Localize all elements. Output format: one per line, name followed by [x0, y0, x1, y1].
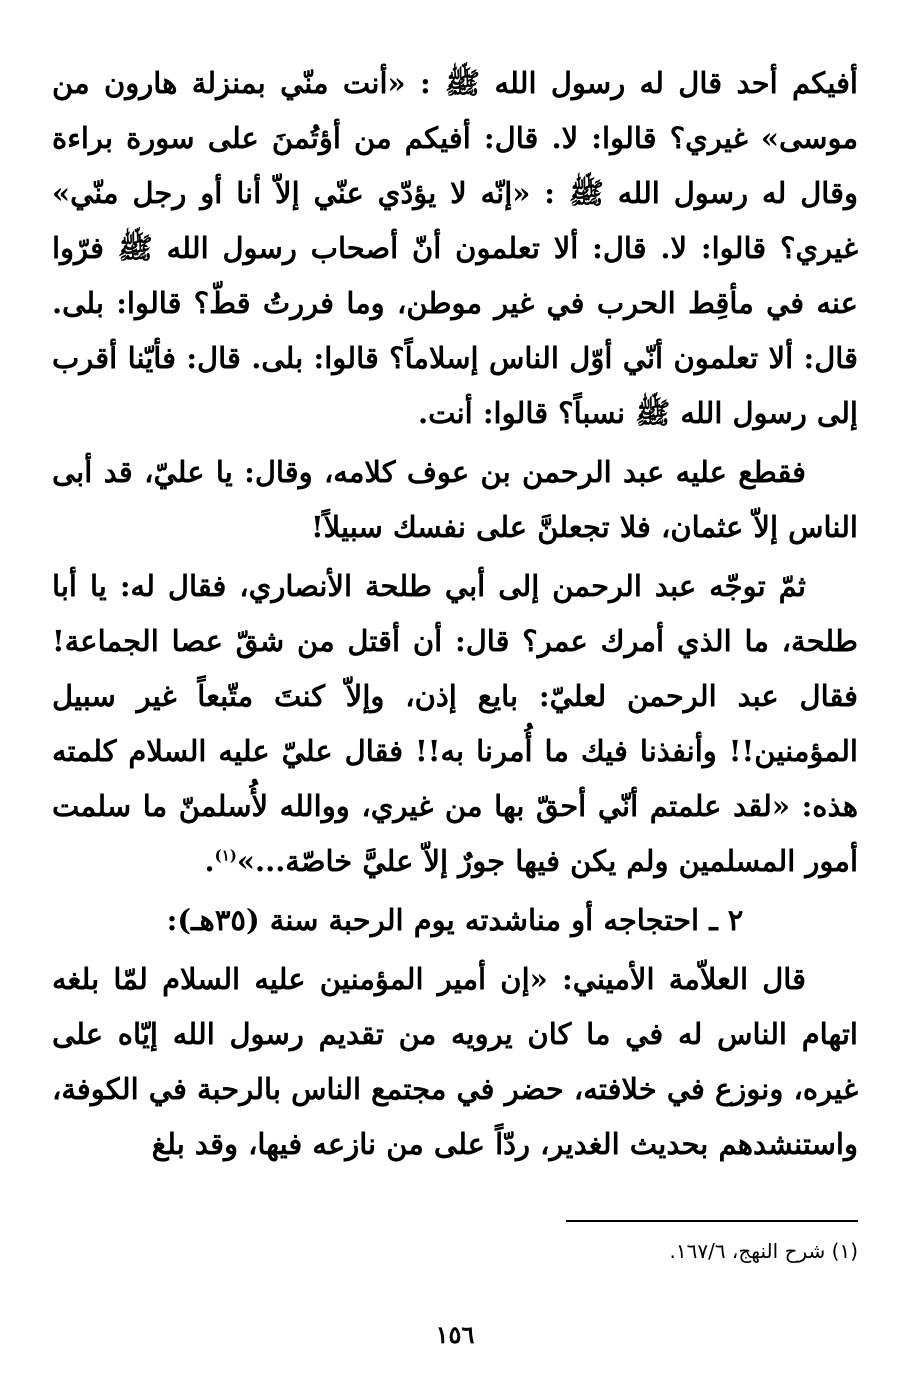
- section-heading: ٢ ـ احتجاجه أو مناشدته يوم الرحبة سنة (٣٥هـ):: [166, 903, 744, 937]
- paragraph-2: فقطع عليه عبد الرحمن بن عوف كلامه، وقال: يا عليّ، قد أبى الناس إلاّ عثمان، فلا تجعلنَّ على نفسك سبيلاً!: [52, 455, 858, 544]
- paragraph-3-text: ثمّ توجّه عبد الرحمن إلى أبي طلحة الأنصاري، فقال له: يا أبا طلحة، ما الذي أمرك عمر؟ قال: أن أقتل من شقّ عصا الجماعة! فقال عبد الرحمن لعليّ: بايع إذن، وإلاّ كنتَ متّبعاً غير سبيل المؤمنين!! وأنفذنا فيك ما أُمرنا به!! فقال عليّ عليه السلام كلمته هذه: «لقد علمتم أنّي أحقّ بها من غيري، ووالله لأُسلمنّ ما سلمت أمور المسلمين ولم يكن فيها جورٌ إلاّ عليَّ خاصّة...»: [52, 569, 858, 878]
- footnote-divider: [566, 1220, 858, 1222]
- paragraph-4: قال العلاّمة الأميني: «إن أمير المؤمنين عليه السلام لمّا بلغه اتهام الناس له في ما كان يرويه من تقديم رسول الله إيّاه على غيره، ونوزع في خلافته، حضر في مجتمع الناس بالرحبة في الكوفة، واستنشدهم بحديث الغدير، ردّاً على من نازعه فيها، وقد بلغ: [52, 962, 858, 1161]
- paragraph-1: أفيكم أحد قال له رسول الله ﷺ : «أنت منّي بمنزلة هارون من موسى» غيري؟ قالوا: لا. قال: أفيكم من أؤتُمنَ على سورة براءة وقال له رسول الله ﷺ : «إنّه لا يؤدّي عنّي إلاّ أنا أو رجل منّي» غيري؟ قالوا: لا. قال: ألا تعلمون أنّ أصحاب رسول الله ﷺ فرّوا عنه في مأقِط الحرب في غير موطن، وما فررتُ قطّ؟ قالوا: بلى. قال: ألا تعلمون أنّي أوّل الناس إسلاماً؟ قالوا: بلى. قال: فأيّنا أقرب إلى رسول الله ﷺ نسباً؟ قالوا: أنت.: [52, 66, 858, 430]
- footnote: (١) شرح النهج، ١٦٧/٦.: [669, 1239, 858, 1263]
- footnote-reference: (١): [214, 846, 237, 865]
- paragraph-3-end: .: [204, 844, 215, 878]
- page-number: ١٥٦: [435, 1320, 475, 1349]
- paragraph-3: [52, 559, 858, 889]
- main-text: [52, 56, 858, 1172]
